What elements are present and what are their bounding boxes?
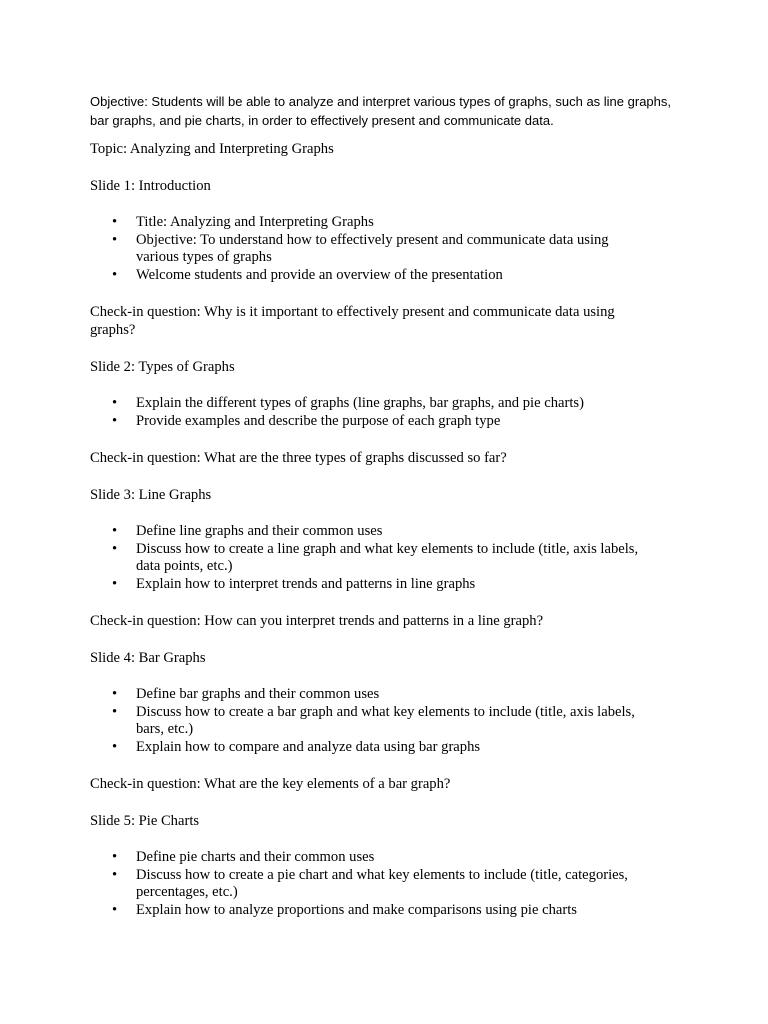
bullet-icon: • bbox=[112, 686, 118, 702]
list-item: • Provide examples and describe the purpose of each graph type bbox=[112, 412, 501, 429]
list-item: • Define bar graphs and their common uses bbox=[112, 686, 380, 702]
bullet-icon: • bbox=[112, 901, 118, 918]
topic-text: Topic: Analyzing and Interpreting Graphs bbox=[90, 141, 334, 157]
list-item: • Explain the different types of graphs (line graphs, bar graphs, and pie charts) bbox=[112, 395, 584, 411]
bullet-icon: • bbox=[112, 523, 118, 539]
list-item: • Objective: To understand how to effectively present and communicate data using various types of graphs bbox=[112, 231, 609, 265]
slide-heading: Slide 4: Bar Graphs bbox=[90, 650, 206, 666]
bullet-icon: • bbox=[112, 575, 118, 592]
list-item: • Explain how to analyze proportions and make comparisons using pie charts bbox=[112, 901, 577, 918]
checkin-question: Check-in question: Why is it important to effectively present and communicate data using graphs? bbox=[90, 304, 615, 338]
list-item: • Discuss how to create a pie chart and what key elements to include (title, categories, percentages, etc.) bbox=[112, 866, 628, 900]
bullet-icon: • bbox=[112, 849, 118, 865]
bullet-list bbox=[90, 214, 650, 284]
bullet-icon: • bbox=[112, 395, 118, 411]
list-item: • Explain how to interpret trends and patterns in line graphs bbox=[112, 575, 476, 592]
bullet-icon: • bbox=[112, 738, 118, 755]
bullet-icon: • bbox=[112, 412, 118, 429]
slide-heading: Slide 3: Line Graphs bbox=[90, 487, 212, 503]
list-item: • Define pie charts and their common uses bbox=[112, 849, 375, 865]
slide-heading: Slide 5: Pie Charts bbox=[90, 813, 200, 829]
objective-text: Objective: Students will be able to analyze and interpret various types of graphs, such as line graphs, bar graphs, and pie charts, in order to effectively present and communicate data. bbox=[90, 94, 671, 128]
bullet-list bbox=[90, 686, 650, 756]
bullet-list bbox=[90, 523, 650, 593]
bullet-icon: • bbox=[112, 266, 118, 283]
bullet-icon: • bbox=[112, 866, 118, 883]
checkin-question: Check-in question: What are the three types of graphs discussed so far? bbox=[90, 450, 507, 466]
checkin-question: Check-in question: How can you interpret trends and patterns in a line graph? bbox=[90, 613, 544, 629]
slide-heading: Slide 1: Introduction bbox=[90, 178, 211, 194]
list-item: • Discuss how to create a bar graph and what key elements to include (title, axis labels, bars, etc.) bbox=[112, 703, 635, 737]
bullet-icon: • bbox=[112, 231, 118, 248]
list-item: • Welcome students and provide an overview of the presentation bbox=[112, 266, 503, 283]
list-item: • Title: Analyzing and Interpreting Graphs bbox=[112, 214, 374, 230]
list-item: • Define line graphs and their common uses bbox=[112, 523, 383, 539]
bullet-list bbox=[90, 849, 650, 919]
list-item: • Discuss how to create a line graph and what key elements to include (title, axis labels, data points, etc.) bbox=[112, 540, 639, 574]
bullet-list bbox=[90, 395, 650, 430]
document-page bbox=[90, 92, 690, 938]
slide-heading: Slide 2: Types of Graphs bbox=[90, 359, 235, 375]
checkin-question: Check-in question: What are the key elements of a bar graph? bbox=[90, 776, 451, 792]
bullet-icon: • bbox=[112, 540, 118, 557]
list-item: • Explain how to compare and analyze data using bar graphs bbox=[112, 738, 481, 755]
bullet-icon: • bbox=[112, 703, 118, 720]
bullet-icon: • bbox=[112, 214, 118, 230]
